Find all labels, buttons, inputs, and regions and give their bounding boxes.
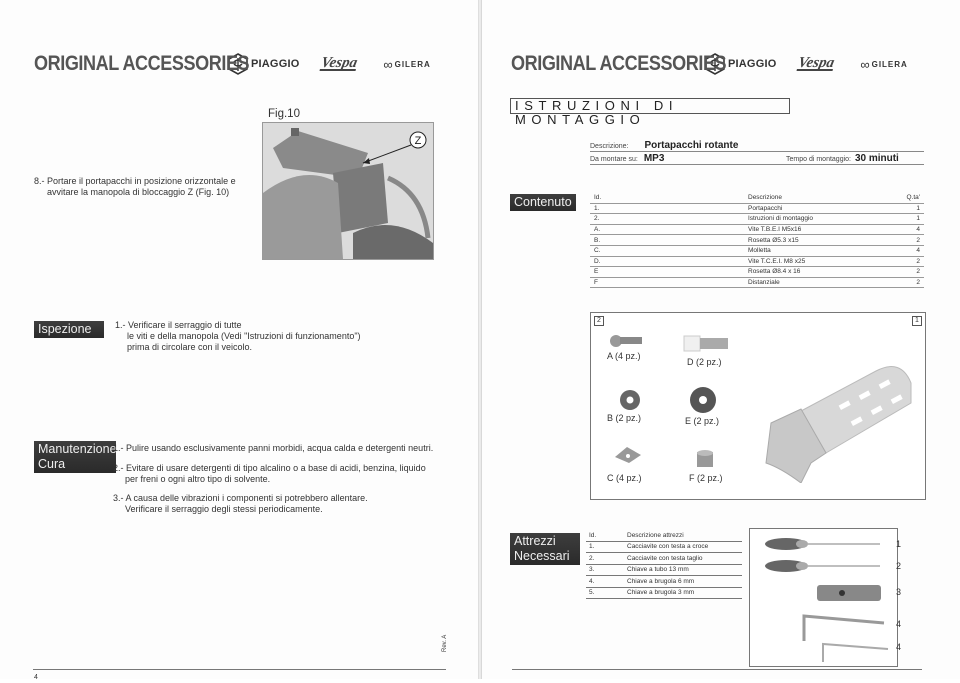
row-desc: Molletta (638, 245, 893, 256)
washer-e-icon (689, 386, 717, 414)
row-qty: 1 (893, 214, 924, 225)
manutenzione-item3-line1: 3.- A causa delle vibrazioni i componenti si potrebbero allentare. (113, 493, 368, 503)
brand-title-right: ORIGINAL ACCESSORIES (511, 52, 727, 75)
step-8-line1: 8.- Portare il portapacchi in posizione orizzontale e (34, 176, 236, 186)
rack-illustration (761, 353, 921, 483)
row-id: 5. (586, 587, 624, 599)
table-row (590, 245, 924, 256)
box-number-left: 2 (594, 316, 604, 326)
vespa-logo-right: Vespa (796, 55, 837, 71)
header-id: Id. (590, 193, 638, 203)
table-row (590, 267, 924, 278)
manutenzione-label-line1: Manutenzione (38, 442, 117, 456)
part-a-label: A (4 pz.) (607, 351, 641, 361)
tool-number-4a: 4 (896, 619, 902, 629)
contenuto-table (590, 193, 924, 288)
callout-z: Z (414, 135, 422, 147)
tool-number-3: 3 (896, 587, 902, 597)
revision-label: Rev. A (442, 634, 448, 652)
table-row (590, 277, 924, 288)
page-number: 4 (34, 674, 38, 681)
part-b-label: B (2 pz.) (607, 413, 642, 423)
tempo-label: Tempo di montaggio: (786, 156, 851, 163)
table-row (586, 576, 742, 588)
row-desc: Chiave a brugola 6 mm (624, 576, 742, 588)
descrizione-value: Portapacchi rotante (644, 140, 739, 151)
manutenzione-item1: 1.- Pulire usando esclusivamente panni morbidi, acqua calda e detergenti neutri. (113, 443, 434, 453)
montare-label: Da montare su: (590, 156, 638, 163)
row-desc: Chiave a brugola 3 mm (624, 587, 742, 599)
row-desc: Cacciavite con testa taglio (624, 553, 742, 565)
tool-number-2: 2 (896, 561, 902, 571)
box-number-right: 1 (912, 316, 922, 326)
row-desc: Istruzioni di montaggio (638, 214, 893, 225)
tool-number-4b: 4 (896, 642, 902, 652)
row-id: 1. (590, 203, 638, 214)
screw-a-icon (609, 331, 643, 349)
table-row (586, 587, 742, 599)
tools-figure (749, 528, 902, 667)
manutenzione-item2-line1: 2.- Evitare di usare detergenti di tipo alcalino o a base di acidi, benzina, liquido (113, 463, 426, 473)
row-qty: 2 (893, 256, 924, 267)
attrezzi-label (510, 533, 580, 565)
montare-row (590, 153, 924, 165)
row-desc: Rosetta Ø8.4 x 16 (638, 267, 893, 278)
row-id: A. (590, 224, 638, 235)
row-id: C. (590, 245, 638, 256)
piaggio-text: PIAGGIO (251, 58, 300, 70)
phillips-screwdriver-icon (764, 537, 884, 551)
tool-number-1: 1 (896, 539, 902, 549)
ispezione-line2: le viti e della manopola (Vedi "Istruzioni di funzionamento") (127, 331, 361, 341)
socket-wrench-icon (816, 583, 882, 603)
clip-c-icon (613, 445, 643, 465)
table-row (590, 214, 924, 225)
contenuto-header-row (590, 193, 924, 203)
row-qty: 2 (893, 277, 924, 288)
attrezzi-label-line2: Necessari (514, 549, 570, 563)
header-descrizione: Descrizione (638, 193, 893, 203)
contenuto-label: Contenuto (510, 194, 576, 211)
table-row (590, 256, 924, 267)
piaggio-text-right: PIAGGIO (728, 58, 777, 70)
row-desc: Vite T.C.E.I. M8 x25 (638, 256, 893, 267)
attrezzi-label-line1: Attrezzi (514, 534, 556, 548)
vespa-logo: Vespa (319, 55, 360, 71)
attrezzi-header-row (586, 530, 742, 541)
screw-d-icon (683, 333, 731, 353)
table-row (586, 541, 742, 553)
header-descrizione-attrezzi: Descrizione attrezzi (624, 530, 742, 541)
row-id: 1. (586, 541, 624, 553)
manutenzione-label-line2: Cura (38, 457, 66, 471)
descrizione-label: Descrizione: (590, 143, 629, 150)
brand-header-right (511, 52, 908, 76)
parts-figure (590, 312, 926, 500)
part-e-label: E (2 pz.) (685, 416, 720, 426)
row-id: 2. (590, 214, 638, 225)
row-desc: Chiave a tubo 13 mm (624, 564, 742, 576)
header-qty: Q.ta' (893, 193, 924, 203)
ispezione-line3: prima di circolare con il veicolo. (127, 342, 253, 352)
figure-title: Fig.10 (268, 108, 300, 120)
tempo-value: 30 minuti (854, 153, 899, 164)
hex-key-3mm-icon (820, 641, 890, 663)
manutenzione-label (34, 441, 116, 473)
row-desc: Portapacchi (638, 203, 893, 214)
header-id: Id. (586, 530, 624, 541)
attrezzi-table (586, 530, 742, 599)
ispezione-line1: 1.- Verificare il serraggio di tutte (115, 320, 242, 330)
gilera-icon: ∞ (383, 56, 393, 72)
row-qty: 2 (893, 267, 924, 278)
row-id: B. (590, 235, 638, 246)
footer-rule (33, 669, 446, 670)
hex-key-6mm-icon (800, 613, 886, 643)
step-8-line2: avvitare la manopola di bloccaggio Z (Fig. 10) (47, 187, 230, 197)
row-desc: Rosetta Ø5.3 x15 (638, 235, 893, 246)
footer-rule-right (512, 669, 922, 670)
row-id: 3. (586, 564, 624, 576)
left-page (0, 0, 478, 679)
table-row (590, 235, 924, 246)
row-desc: Cacciavite con testa a croce (624, 541, 742, 553)
gilera-logo-right: GILERA (871, 59, 908, 69)
part-c-label: C (4 pz.) (607, 473, 642, 483)
montare-value: MP3 (643, 153, 665, 164)
manutenzione-item2-line2: per freni o ogni altro tipo di solvente. (125, 474, 271, 484)
row-desc: Vite T.B.E.I M5x16 (638, 224, 893, 235)
brand-title: ORIGINAL ACCESSORIES (34, 52, 250, 75)
gilera-icon: ∞ (860, 56, 870, 72)
figure-10-image (262, 122, 434, 260)
row-id: D. (590, 256, 638, 267)
gilera-logo: GILERA (394, 59, 431, 69)
row-id: F (590, 277, 638, 288)
spacer-f-icon (695, 449, 715, 469)
row-qty: 2 (893, 235, 924, 246)
row-qty: 1 (893, 203, 924, 214)
ispezione-label: Ispezione (34, 321, 104, 338)
table-row (586, 564, 742, 576)
part-f-label: F (2 pz.) (689, 473, 723, 483)
row-desc: Distanziale (638, 277, 893, 288)
rack-photo-illustration (263, 123, 433, 259)
row-id: E (590, 267, 638, 278)
manutenzione-item3-line2: Verificare il serraggio degli stessi periodicamente. (125, 504, 323, 514)
section-title: ISTRUZIONI DI MONTAGGIO (510, 98, 790, 114)
descrizione-row (590, 140, 924, 152)
brand-header (34, 52, 431, 76)
table-row (586, 553, 742, 565)
flat-screwdriver-icon (764, 559, 884, 573)
row-id: 2. (586, 553, 624, 565)
table-row (590, 203, 924, 214)
washer-b-icon (619, 389, 641, 411)
part-d-label: D (2 pz.) (687, 357, 722, 367)
row-qty: 4 (893, 245, 924, 256)
row-id: 4. (586, 576, 624, 588)
row-qty: 4 (893, 224, 924, 235)
table-row (590, 224, 924, 235)
